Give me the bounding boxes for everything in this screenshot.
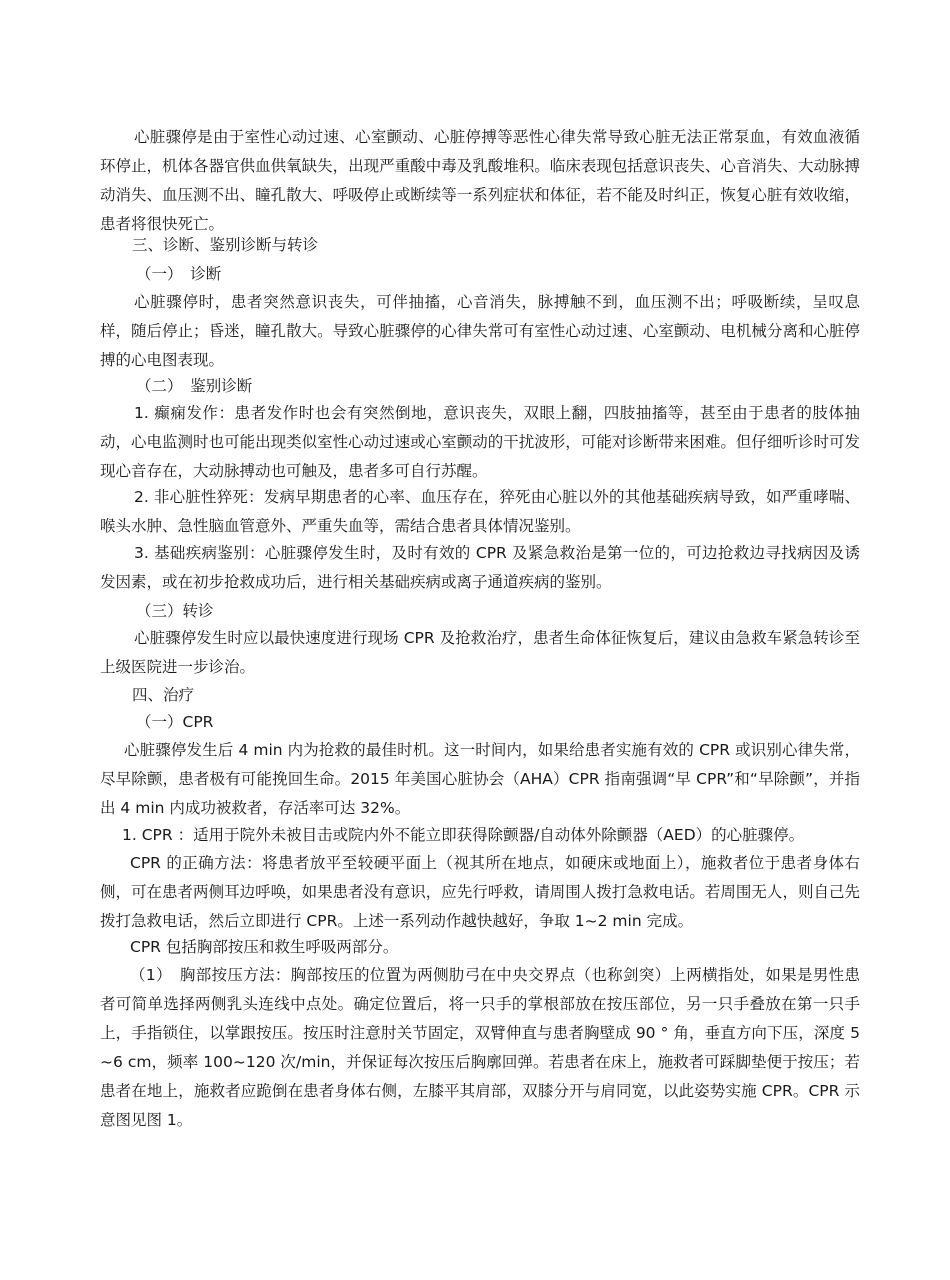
paragraph-cardiac-arrest-definition: 心脏骤停是由于室性心动过速、心室颤动、心脏停搏等恶性心律失常导致心脏无法正常泵血，有效血液循环停止，机体各器官供血供氧缺失，出现严重酸中毒及乳酸堆积。临床表现包括意识丧失、心音消失、大动脉搏动消失、血压测不出、瞳孔散大、呼吸停止或断续等一系列症状和体征，若不能及时纠正，恢复心脏有效收缩，患者将很快死亡。 — [100, 128, 860, 233]
heading-section-treatment: 四、治疗 — [132, 686, 195, 704]
paragraph-chest-compression: （1） 胸部按压方法：胸部按压的位置为两侧肋弓在中央交界点（也称剑突）上两横指处，如果是男性患者可简单选择两侧乳头连线中点处。确定位置后，将一只手的掌根部放在按压部位，另一只手叠放在第一只手上，手指锁住，以掌跟按压。按压时注意肘关节固定，双臂伸直与患者胸壁成 90 ° 角，垂直方向下压，深度 5~6 cm，频率 100~120 次/min，并保证每次按压后胸廓回弹。若患者在床上，施救者可踩脚垫便于按压；若患者在地上，施救者应跪倒在患者身体右侧，左膝平其肩部，双膝分开与肩同宽，以此姿势实施 CPR。CPR 示意图见图 1。 — [100, 966, 860, 1129]
paragraph-diagnosis: 心脏骤停时，患者突然意识丧失，可伴抽搐，心音消失，脉搏触不到，血压测不出；呼吸断续，呈叹息样，随后停止；昏迷，瞳孔散大。导致心脏骤停的心律失常可有室性心动过速、心室颤动、电机械分离和心脏停搏的心电图表现。 — [100, 293, 860, 369]
paragraph-cpr-parts: CPR 包括胸部按压和救生呼吸两部分。 — [130, 938, 399, 956]
paragraph-differential-noncardiac: 2. 非心脏性猝死：发病早期患者的心率、血压存在，猝死由心脏以外的其他基础疾病导致，如严重哮喘、喉头水肿、急性脑血管意外、严重失血等，需结合患者具体情况鉴别。 — [100, 488, 860, 535]
heading-cpr: （一）CPR — [136, 713, 214, 731]
paragraph-cpr-indication: 1. CPR ：适用于院外未被目击或院内外不能立即获得除颤器/自动体外除颤器（AED）的心脏骤停。 — [122, 826, 805, 844]
paragraph-differential-underlying-disease: 3. 基础疾病鉴别：心脏骤停发生时，及时有效的 CPR 及紧急救治是第一位的，可边抢救边寻找病因及诱发因素，或在初步抢救成功后，进行相关基础疾病或离子通道疾病的鉴别。 — [100, 544, 860, 591]
heading-differential-diagnosis: （二） 鉴别诊断 — [136, 377, 253, 395]
paragraph-differential-epilepsy: 1. 癫痫发作：患者发作时也会有突然倒地，意识丧失，双眼上翻，四肢抽搐等，甚至由于患者的肢体抽动，心电监测时也可能出现类似室性心动过速或心室颤动的干扰波形，可能对诊断带来困难。但仔细听诊时可发现心音存在，大动脉搏动也可触及，患者多可自行苏醒。 — [100, 404, 860, 480]
paragraph-referral: 心脏骤停发生时应以最快速度进行现场 CPR 及抢救治疗，患者生命体征恢复后，建议由急救车紧急转诊至上级医院进一步诊治。 — [100, 629, 860, 676]
heading-referral: （三）转诊 — [136, 602, 214, 620]
paragraph-golden-time: 心脏骤停发生后 4 min 内为抢救的最佳时机。这一时间内，如果给患者实施有效的 CPR 或识别心律失常，尽早除颤，患者极有可能挽回生命。2015 年美国心脏协会（AHA）CPR 指南强调“早 CPR”和“早除颤”，并指出 4 min 内成功被救者，存活率可达 32%。 — [100, 741, 860, 817]
paragraph-cpr-method: CPR 的正确方法：将患者放平至较硬平面上（视其所在地点，如硬床或地面上），施救者位于患者身体右侧，可在患者两侧耳边呼唤，如果患者没有意识，应先行呼救，请周围人拨打急救电话。若周围无人，则自己先拨打急救电话，然后立即进行 CPR。上述一系列动作越快越好，争取 1~2 min 完成。 — [100, 854, 860, 930]
heading-diagnosis: （一） 诊断 — [136, 265, 222, 283]
heading-section-diagnosis-referral: 三、诊断、鉴别诊断与转诊 — [132, 236, 319, 254]
